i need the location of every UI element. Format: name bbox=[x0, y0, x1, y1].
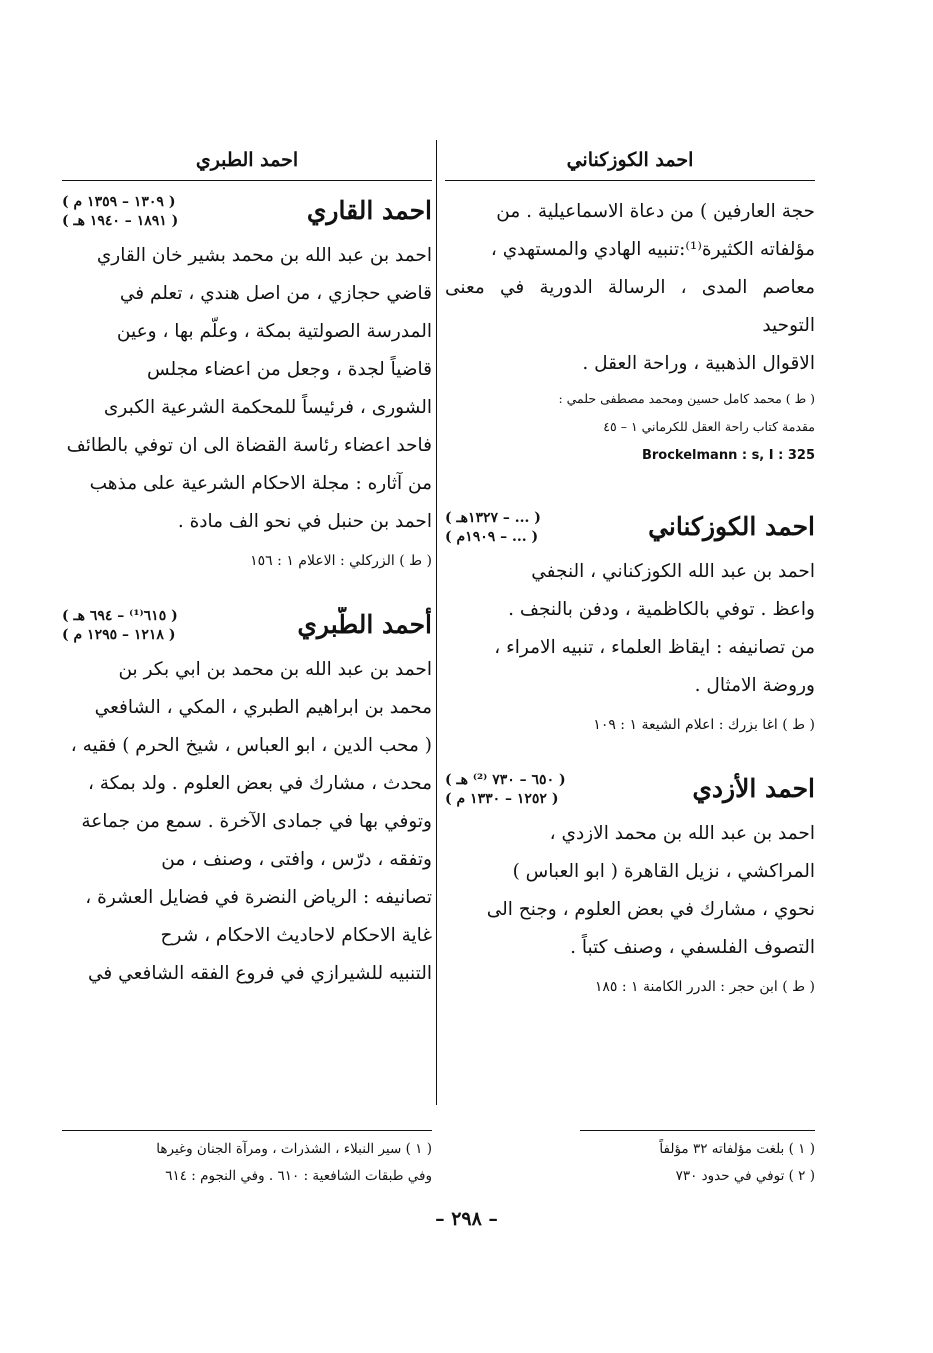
entry-dates bbox=[62, 607, 178, 645]
entry-dates-gregorian: ( ١٢٥٢ – ١٣٣٠ م ) bbox=[445, 791, 559, 807]
page-number: – ٢٩٨ – bbox=[435, 1208, 498, 1230]
entry-line: قاضياً لجدة ، وجعل من اعضاء مجلس bbox=[146, 359, 432, 380]
entry-source: ( ط ) الزركلي : الاعلام ١ : ١٥٦ bbox=[250, 553, 432, 569]
entry-line: غاية الاحكام لاحاديث الاحكام ، شرح bbox=[160, 925, 432, 946]
entry-line: قاضي حجازي ، من اصل هندي ، تعلم في bbox=[119, 283, 432, 304]
latin-reference: Brockelmann : s, I : 325 bbox=[641, 448, 815, 463]
left-footnotes bbox=[62, 1136, 432, 1190]
entry-dates bbox=[445, 509, 541, 547]
entry-dates bbox=[445, 771, 566, 809]
entry-source: ( ط ) ابن حجر : الدرر الكامنة ١ : ١٨٥ bbox=[594, 979, 815, 995]
entry-dates-line: ( ١٨٩١ – ١٩٤٠ هـ ) bbox=[62, 213, 179, 229]
entry-name: احمد القاري bbox=[306, 196, 432, 225]
right-column bbox=[445, 140, 815, 1007]
entry-line: وتوفي بها في جمادى الآخرة . سمع من جماعة bbox=[81, 811, 432, 832]
entry-line: المراكشي ، نزيل القاهرة ( ابو العباس ) bbox=[512, 861, 815, 882]
entry-dates-hijri: ( ٦٥٠ – ٧٣٠ ⁽²⁾ هـ ) bbox=[445, 772, 566, 788]
entry-dates-hijri: ( ٦١٥⁽¹⁾ – ٦٩٤ هـ ) bbox=[62, 608, 178, 624]
entry-line: محمد بن ابراهيم الطبري ، المكي ، الشافعي bbox=[94, 697, 432, 718]
entry-heading bbox=[62, 607, 432, 645]
entry-line: نحوي ، مشارك في بعض العلوم ، وجنح الى bbox=[486, 899, 815, 920]
entry-heading bbox=[62, 193, 432, 231]
entry-name: أحمد الطَّبري bbox=[297, 610, 432, 639]
continuation-source: ( ط ) محمد كامل حسين ومحمد مصطفى حلمي : bbox=[558, 391, 815, 406]
entry-line: من آثاره : مجلة الاحكام الشرعية على مذهب bbox=[89, 473, 432, 494]
footnote-rule bbox=[580, 1130, 815, 1131]
entry-line: التنبيه للشيرازي في فروع الفقه الشافعي في bbox=[88, 963, 432, 984]
entry-line: التصوف الفلسفي ، وصنف كتباً . bbox=[570, 937, 815, 958]
footnote: ( ١ ) سير النبلاء ، الشذرات ، ومرآة الجنان وغيرها bbox=[156, 1141, 432, 1157]
entry-heading bbox=[445, 771, 815, 809]
entry-line: محدث ، مشارك في بعض العلوم . ولد بمكة ، bbox=[87, 773, 432, 794]
column-divider bbox=[436, 140, 437, 1105]
left-column-header: احمد الطبري bbox=[62, 140, 432, 181]
entry-line: وتفقه ، درّس ، وافتى ، وصنف ، من bbox=[161, 849, 432, 870]
entry-name: احمد الأزدي bbox=[692, 774, 815, 803]
entry-line: احمد بن عبد الله بن محمد الازدي ، bbox=[549, 823, 815, 844]
entry-line: من تصانيفه : ايقاظ العلماء ، تنبيه الامراء ، bbox=[494, 637, 815, 658]
entry-line: احمد بن عبد الله بن محمد بشير خان القاري bbox=[96, 245, 432, 266]
entry-source: ( ط ) اغا بزرك : اعلام الشيعة ١ : ١٠٩ bbox=[593, 717, 815, 733]
entry-line: فاحد اعضاء رئاسة القضاة الى ان توفي بالطائف bbox=[66, 435, 432, 456]
entry-dates bbox=[62, 193, 178, 231]
entry-dates-gregorian: ( ... – ١٩٠٩م ) bbox=[445, 529, 539, 545]
entry-line: وروضة الامثال . bbox=[694, 675, 815, 696]
entry-dates-hijri: ( ... – ١٣٢٧هـ ) bbox=[445, 510, 541, 526]
entry-line: احمد بن حنبل في نحو الف مادة . bbox=[177, 511, 432, 532]
entry-line: تصانيفه : الرياض النضرة في فضايل العشرة ، bbox=[85, 887, 432, 908]
entry-dates-gregorian: ( ١٢١٨ – ١٢٩٥ م ) bbox=[62, 627, 176, 643]
entry-line: الشورى ، فرئيساً للمحكمة الشرعية الكبرى bbox=[103, 397, 432, 418]
right-column-header: احمد الكوزكناني bbox=[445, 140, 815, 181]
entry-line: المدرسة الصولتية بمكة ، وعلّم بها ، وعين bbox=[116, 321, 432, 342]
continuation-line: الاقوال الذهبية ، وراحة العقل . bbox=[582, 353, 815, 374]
entry-line: احمد بن عبد الله الكوزكناني ، النجفي bbox=[531, 561, 815, 582]
right-footnotes bbox=[560, 1136, 815, 1190]
continuation-source: مقدمة كتاب راحة العقل للكرماني ١ – ٤٥ bbox=[603, 419, 815, 434]
footnote: ( ١ ) بلغت مؤلفاته ٣٢ مؤلفاً bbox=[659, 1141, 815, 1157]
continuation-line: مؤلفاته الكثيرة⁽¹⁾:تنبيه الهادي والمستهدي ، bbox=[490, 239, 815, 260]
footnote: ( ٢ ) توفي في حدود ٧٣٠ bbox=[675, 1168, 815, 1184]
footnote: وفي طبقات الشافعية : ٦١٠ . وفي النجوم : ٦١٤ bbox=[165, 1168, 432, 1184]
entry-line: احمد بن عبد الله بن محمد بن ابي بكر بن bbox=[118, 659, 432, 680]
left-column bbox=[62, 140, 432, 993]
entry-name: احمد الكوزكناني bbox=[648, 512, 815, 541]
entry-dates-line: ( ١٣٠٩ – ١٣٥٩ م ) bbox=[62, 194, 176, 210]
entry-line: واعظ . توفي بالكاظمية ، ودفن بالنجف . bbox=[508, 599, 815, 620]
entry-heading bbox=[445, 509, 815, 547]
continuation-line: معاصم المدى ، الرسالة الدورية في معنى التوحيد bbox=[445, 277, 815, 336]
continuation-line: حجة العارفين ) من دعاة الاسماعيلية . من bbox=[496, 201, 815, 222]
footnote-rule bbox=[62, 1130, 432, 1131]
entry-line: ( محب الدين ، ابو العباس ، شيخ الحرم ) فقيه ، bbox=[70, 735, 432, 756]
